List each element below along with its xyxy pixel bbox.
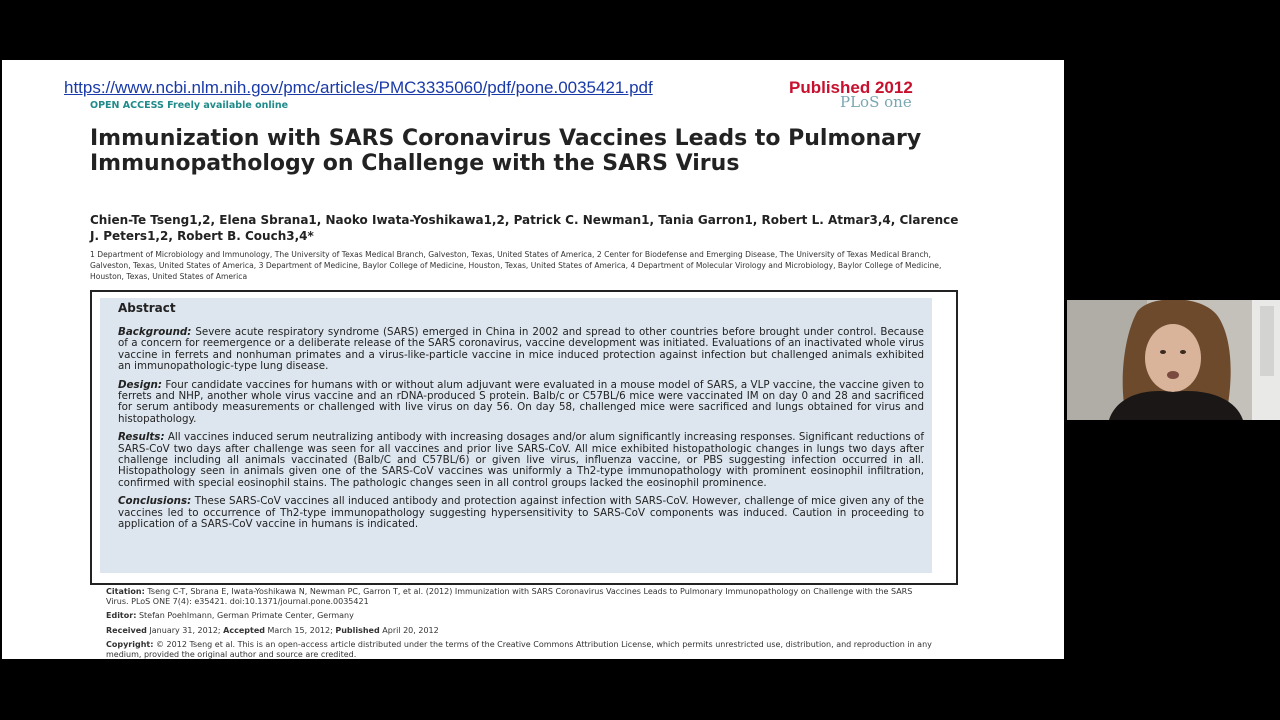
accepted-label: Accepted [223, 625, 265, 635]
results-label: Results: [118, 431, 165, 444]
conclusions-label: Conclusions: [118, 495, 192, 508]
citation-line [106, 587, 936, 606]
abstract-design [118, 380, 932, 426]
editor-label: Editor: [106, 611, 137, 620]
accepted-date: March 15, 2012; [267, 625, 333, 635]
citation-block [106, 587, 936, 659]
slide [2, 60, 1064, 659]
abstract-heading: Abstract [118, 301, 176, 315]
abstract-results [118, 432, 932, 489]
abstract-box [90, 290, 958, 585]
results-text: All vaccines induced serum neutralizing antibody with increasing dosages and/or alum significantly increasing responses. Significant reductions of SARS-CoV two days after challenge was seen for all vaccines and prior live SARS-CoV. All mice exhibited histopathologic changes in lungs two days after challenge including all animals vaccinated (Balb/C and C57BL/6) or given live virus, influenza vaccine, or PBS suggesting infection occurred in all. Histopathology seen in animals given one of the SARS-CoV vaccines was uniformly a Th2-type immunopathology with prominent eosinophil infiltration, confirmed with special eosinophil stains. The pathologic changes seen in all control groups lacked the eosinophil prominence. [118, 431, 924, 489]
conclusions-text: These SARS-CoV vaccines all induced antibody and protection against infection with SARS-CoV. However, challenge of mice given any of the vaccines led to occurrence of Th2-type immunopathology suggesting hypersensitivity to SARS-CoV components was induced. Caution in proceeding to application of a SARS-CoV vaccine in humans is indicated. [118, 495, 925, 531]
open-access-banner: OPEN ACCESS Freely available online [90, 100, 289, 111]
citation-text: Tseng C-T, Sbrana E, Iwata-Yoshikawa N, Newman PC, Garron T, et al. (2012) Immunization with SARS Coronavirus Vaccines Leads to Pulmonary Immunopathology on Challenge with the SARS Virus. PLoS ONE 7(4): e35421. doi:10.1371/journal.pone.0035421 [106, 587, 913, 606]
copyright-line [106, 640, 936, 659]
background-text: Severe acute respiratory syndrome (SARS) emerged in China in 2002 and spread to other countries before brought under control. Because of a concern for reemergence or a deliberate release of the SARS coronavirus, vaccine development was initiated. Evaluations of an inactivated whole virus vaccine in ferrets and nonhuman primates and a virus-like-particle vaccine in mice induced protection against infection but challenged animals exhibited an immunopathologic-type lung disease. [118, 326, 924, 373]
abstract-conclusions [118, 496, 932, 530]
journal-logo: PLoS one [840, 93, 912, 111]
published-label: Published [335, 625, 380, 635]
copyright-label: Copyright: [106, 640, 154, 649]
citation-label: Citation: [106, 587, 145, 596]
pdf-link[interactable]: https://www.ncbi.nlm.nih.gov/pmc/articles/PMC3335060/pdf/pone.0035421.pdf [64, 78, 653, 97]
editor-text: Stefan Poehlmann, German Primate Center, Germany [138, 611, 354, 620]
copyright-text: © 2012 Tseng et al. This is an open-access article distributed under the terms of the Creative Commons Attribution License, which permits unrestricted use, distribution, and reproduction in any medium, provided the original author and source are credited. [106, 640, 932, 659]
design-text: Four candidate vaccines for humans with or without alum adjuvant were evaluated in a mouse model of SARS, a VLP vaccine, the vaccine given to ferrets and NHP, another whole virus vaccine and an rDNA-produced S protein. Balb/c or C57BL/6 mice were vaccinated IM on day 0 and 28 and sacrificed for serum antibody measurements or challenged with live virus on day 56. On day 58, challenged mice were sacrificed and lungs obtained for virus and histopathology. [118, 378, 924, 425]
received-date: January 31, 2012; [149, 625, 221, 635]
paper-title: Immunization with SARS Coronavirus Vaccines Leads to Pulmonary Immunopathology on Challenge with the SARS Virus [90, 126, 922, 176]
abstract-background [118, 327, 932, 373]
editor-line [106, 611, 936, 621]
design-label: Design: [118, 378, 163, 391]
received-label: Received [106, 625, 147, 635]
affiliations: 1 Department of Microbiology and Immunology, The University of Texas Medical Branch, Galveston, Texas, United States of America, 2 Center for Biodefense and Emerging Disease, The University of Texas Medical Branch, Galveston, Texas, United States of America, 3 Department of Medicine, Baylor College of Medicine, Houston, Texas, United States of America, 4 Department of Molecular Virology and Microbiology, Baylor College of Medicine, Houston, Texas, United States of America [90, 250, 942, 281]
published-year-note: Published 2012 [789, 78, 913, 97]
author-list: Chien-Te Tseng1,2, Elena Sbrana1, Naoko Iwata-Yoshikawa1,2, Patrick C. Newman1, Tania Garron1, Robert L. Atmar3,4, Clarence J. Peters1,2, Robert B. Couch3,4* [90, 213, 959, 243]
webcam-video [1067, 300, 1280, 420]
dates-line [106, 626, 936, 636]
presenter-image [1067, 300, 1280, 420]
background-label: Background: [118, 326, 192, 338]
published-date: April 20, 2012 [382, 625, 439, 635]
abstract-panel [100, 298, 932, 573]
